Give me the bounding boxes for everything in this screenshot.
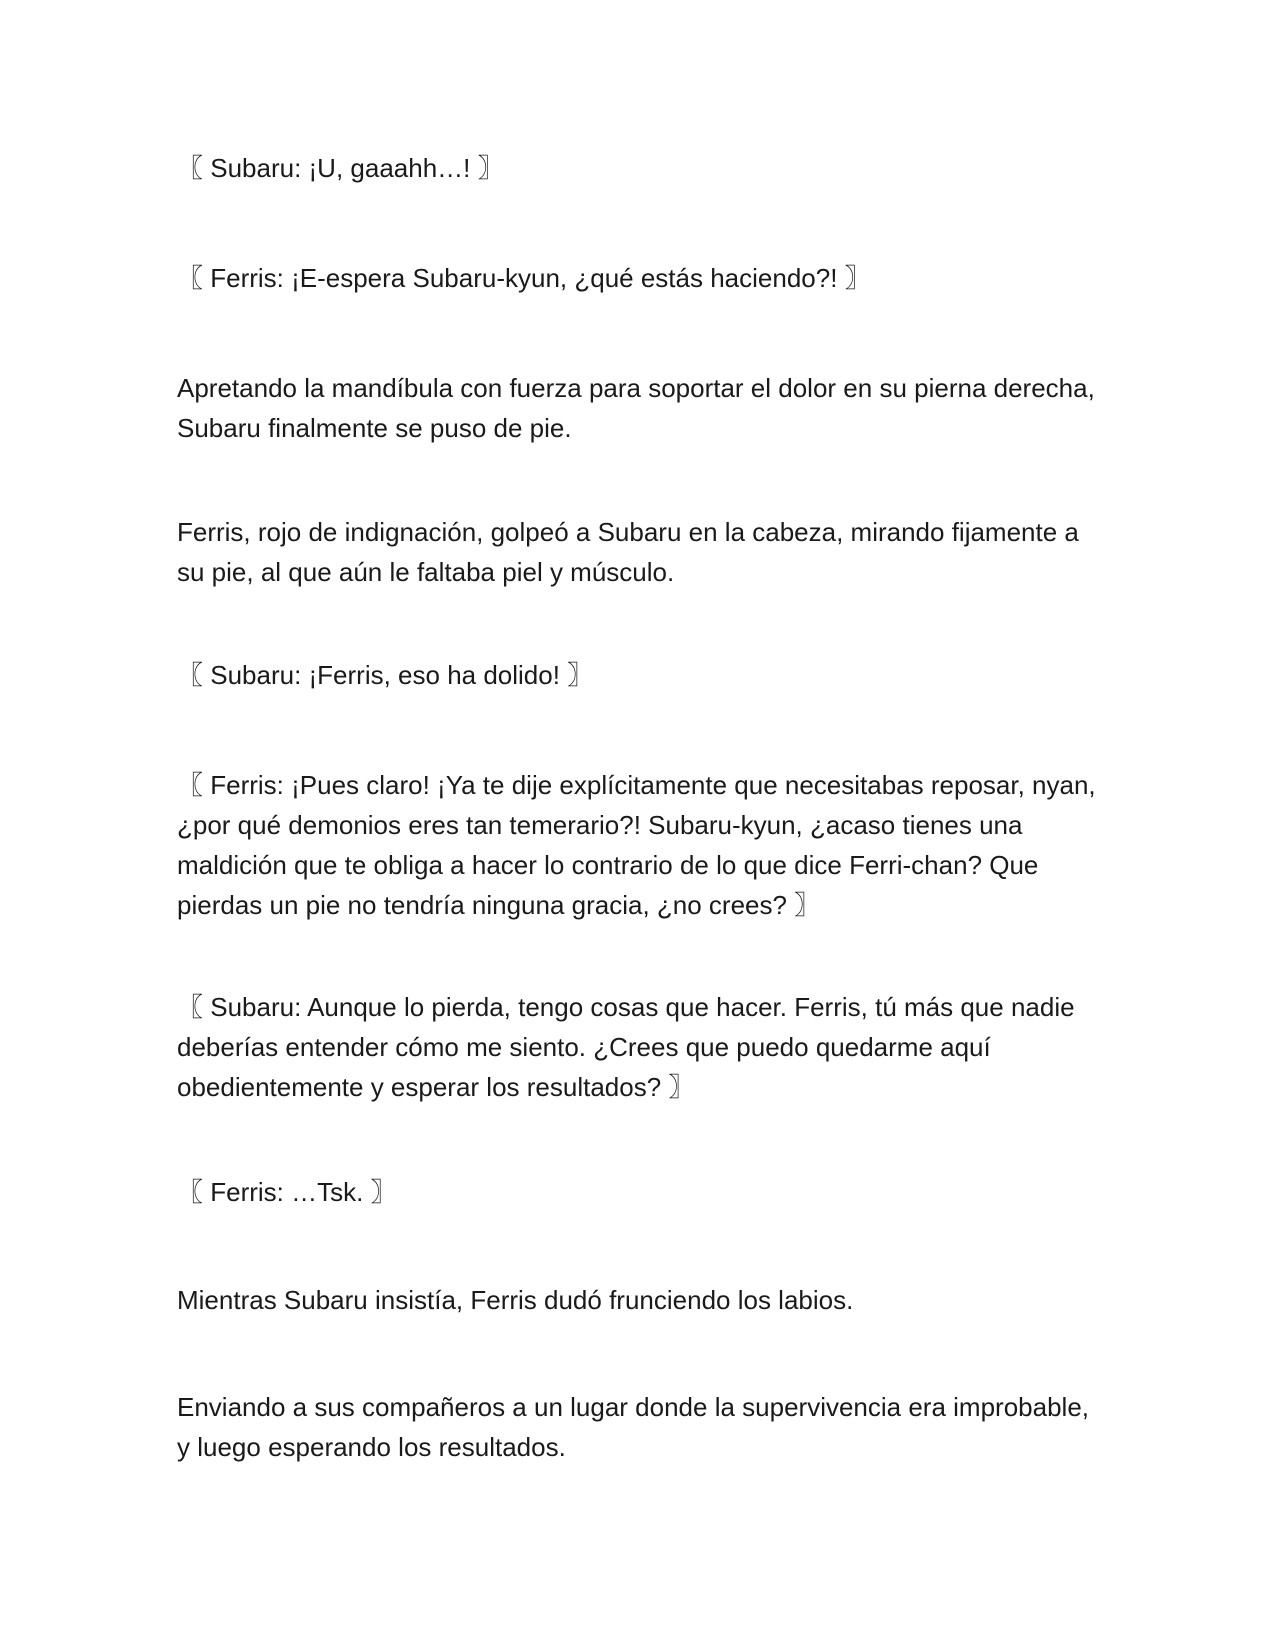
dialogue-ferris-wait: 〖 Ferris: ¡E-espera Subaru-kyun, ¿qué estás haciendo?! 〗 — [177, 263, 871, 293]
narration-sending-companions: Enviando a sus compañeros a un lugar donde la supervivencia era improbable, y luego esperando los resultados. — [177, 1392, 1090, 1462]
dialogue-subaru-scream: 〖 Subaru: ¡U, gaaahh…! 〗 — [177, 153, 504, 183]
dialogue-ferris-scolds: 〖 Ferris: ¡Pues claro! ¡Ya te dije explícitamente que necesitabas reposar, nyan, ¿por qué demonios eres tan temerario?! Subaru-kyun, ¿acaso tienes una maldición que te obliga a hacer lo contrario de lo que dice Ferri-chan? Que pierdas un pie no tendría ninguna gracia, ¿no crees? 〗 — [177, 770, 1096, 920]
narration-ferris-hesitates: Mientras Subaru insistía, Ferris dudó frunciendo los labios. — [177, 1285, 854, 1315]
dialogue-subaru-hurt: 〖 Subaru: ¡Ferris, eso ha dolido! 〗 — [177, 660, 594, 690]
narration-stands-up: Apretando la mandíbula con fuerza para soportar el dolor en su pierna derecha, Subaru finalmente se puso de pie. — [177, 373, 1095, 443]
dialogue-ferris-tsk: 〖 Ferris: …Tsk. 〗 — [177, 1177, 397, 1207]
narration-ferris-hits: Ferris, rojo de indignación, golpeó a Subaru en la cabeza, mirando fijamente a su pie, al que aún le faltaba piel y músculo. — [177, 517, 1079, 587]
dialogue-subaru-insists: 〖 Subaru: Aunque lo pierda, tengo cosas que hacer. Ferris, tú más que nadie deberías entender cómo me siento. ¿Crees que puedo quedarme aquí obedientemente y esperar los resultados? 〗 — [177, 992, 1075, 1102]
